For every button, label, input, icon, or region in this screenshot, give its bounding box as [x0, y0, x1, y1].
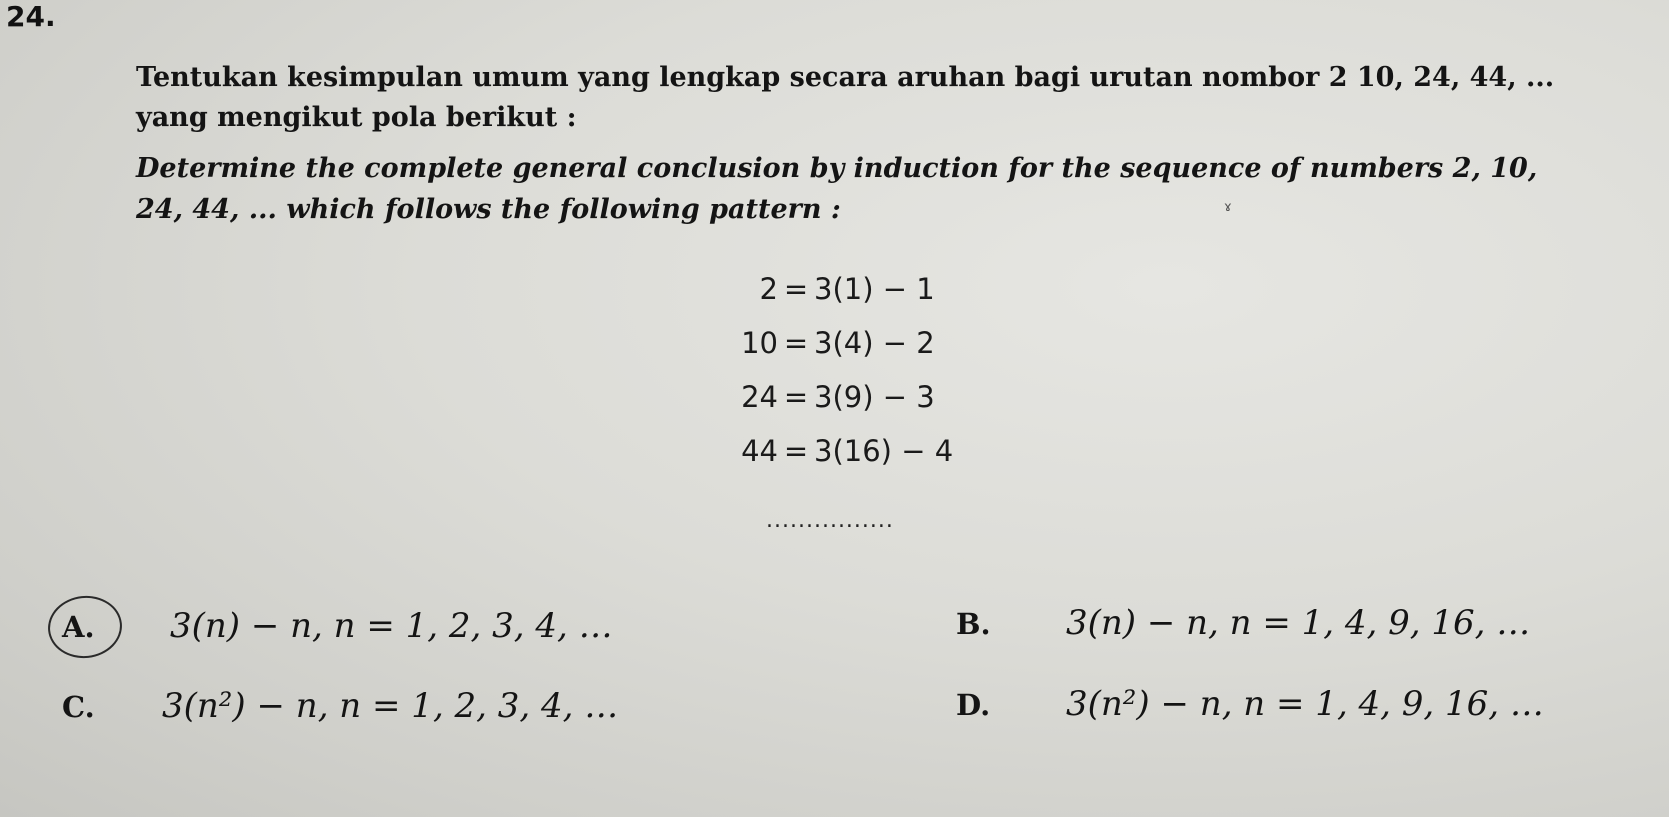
pattern-lhs: 2 — [759, 272, 778, 306]
equals-sign: = — [783, 272, 809, 306]
option-d-text: 3(n²) − n, n = 1, 4, 9, 16, … — [1066, 684, 1544, 724]
option-b-text: 3(n) − n, n = 1, 4, 9, 16, … — [1066, 603, 1531, 643]
pattern-lhs: 10 — [741, 326, 778, 360]
equals-sign: = — [783, 380, 809, 414]
question-text-english: Determine the complete general conclusion by induction for the sequence of numbers 2, 10, 24, 44, ... which follows the following pattern : — [136, 153, 1538, 225]
option-a-text: 3(n) − n, n = 1, 2, 3, 4, … — [170, 606, 613, 646]
pattern-rhs: 3(16) − 4 — [814, 434, 954, 468]
pattern-row — [700, 424, 1000, 478]
question-number: 24. — [6, 0, 56, 33]
pattern-rhs: 3(4) − 2 — [814, 326, 935, 360]
equals-sign: = — [783, 434, 809, 468]
pattern-row — [700, 262, 1000, 316]
pattern-continuation: ................ — [766, 508, 894, 533]
option-d-letter: D. — [956, 688, 991, 722]
option-a-letter: A. — [62, 610, 95, 644]
pattern-lhs: 44 — [741, 434, 778, 468]
option-c-text: 3(n²) − n, n = 1, 2, 3, 4, … — [162, 686, 619, 726]
pattern-rhs: 3(9) − 3 — [814, 380, 935, 414]
pattern-equations — [700, 262, 1000, 478]
pattern-lhs: 24 — [741, 380, 778, 414]
option-c-letter: C. — [62, 690, 95, 724]
pattern-row — [700, 316, 1000, 370]
pattern-rhs: 3(1) − 1 — [814, 272, 935, 306]
option-b-letter: B. — [956, 607, 991, 641]
stray-pen-mark: ɤ — [1224, 200, 1232, 215]
pattern-row — [700, 370, 1000, 424]
equals-sign: = — [783, 326, 809, 360]
question-text-malay: Tentukan kesimpulan umum yang lengkap secara aruhan bagi urutan nombor 2 10, 24, 44, ... yang mengikut pola berikut : — [136, 62, 1555, 133]
